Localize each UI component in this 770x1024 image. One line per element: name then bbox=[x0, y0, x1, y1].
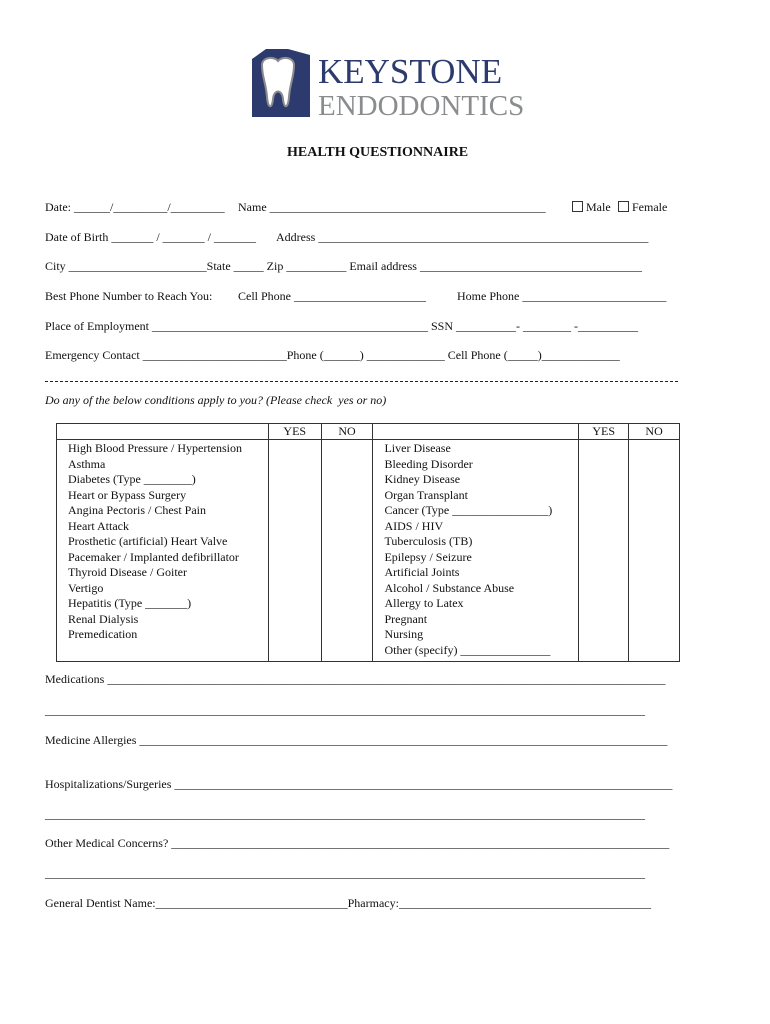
other-concerns-field[interactable]: Other Medical Concerns? ___________________________________________________________________________________ bbox=[45, 836, 670, 850]
best-phone-label: Best Phone Number to Reach You: bbox=[45, 289, 213, 303]
home-phone-field[interactable]: Home Phone ________________________ bbox=[457, 289, 667, 303]
condition-item: Angina Pectoris / Chest Pain bbox=[68, 503, 206, 517]
dob-field[interactable]: Date of Birth _______ / _______ / _______ bbox=[45, 230, 256, 244]
condition-item: AIDS / HIV bbox=[384, 518, 444, 533]
condition-item: Allergy to Latex bbox=[384, 596, 464, 610]
condition-item: Pregnant bbox=[384, 611, 428, 626]
condition-item: Renal Dialysis bbox=[68, 611, 139, 626]
condition-item: Tuberculosis (TB) bbox=[384, 534, 473, 548]
condition-item: Organ Transplant bbox=[384, 487, 468, 502]
other-concerns-extra-line[interactable]: ____________________________________________________________________________________________________ bbox=[45, 866, 645, 880]
condition-item: Artificial Joints bbox=[384, 565, 460, 579]
dentist-pharmacy-field[interactable]: General Dentist Name:________________________________Pharmacy:__________________________________________ bbox=[45, 896, 651, 910]
condition-item: Other (specify) _______________ bbox=[384, 642, 551, 657]
condition-item: Cancer (Type ________________) bbox=[384, 503, 553, 517]
yes-header: YES bbox=[268, 424, 321, 440]
medications-extra-line[interactable]: ____________________________________________________________________________________________________ bbox=[45, 703, 645, 717]
female-label: Female bbox=[632, 200, 668, 214]
male-checkbox[interactable] bbox=[572, 200, 611, 214]
condition-item: Epilepsy / Seizure bbox=[384, 549, 472, 564]
condition-item: Premedication bbox=[68, 627, 138, 641]
checkbox-icon bbox=[618, 201, 629, 212]
right-no-checkbox-column[interactable] bbox=[629, 440, 680, 662]
condition-item: Pacemaker / Implanted defibrillator bbox=[68, 549, 239, 564]
yes-header: YES bbox=[579, 424, 629, 440]
condition-item: Vertigo bbox=[68, 580, 104, 595]
condition-item: Heart Attack bbox=[68, 518, 129, 533]
condition-item: Thyroid Disease / Goiter bbox=[68, 565, 187, 579]
condition-item: Bleeding Disorder bbox=[384, 456, 473, 471]
condition-item: Diabetes (Type ________) bbox=[68, 472, 196, 486]
employment-ssn-field[interactable]: Place of Employment ______________________________________________ SSN __________- ________ -__________ bbox=[45, 319, 638, 333]
left-no-checkbox-column[interactable] bbox=[321, 440, 373, 662]
form-title: HEALTH QUESTIONNAIRE bbox=[287, 145, 469, 160]
table-header-blank bbox=[373, 424, 579, 440]
table-header-blank bbox=[57, 424, 269, 440]
city-state-zip-email-field[interactable]: City _______________________State _____ Zip __________ Email address _____________________________________ bbox=[45, 259, 642, 273]
female-checkbox[interactable] bbox=[618, 200, 667, 214]
left-yes-checkbox-column[interactable] bbox=[268, 440, 321, 662]
right-yes-checkbox-column[interactable] bbox=[579, 440, 629, 662]
left-conditions-list bbox=[57, 440, 269, 662]
conditions-table bbox=[56, 423, 680, 662]
condition-item: Alcohol / Substance Abuse bbox=[384, 580, 515, 595]
condition-item: Asthma bbox=[68, 456, 106, 471]
date-field[interactable]: Date: ______/_________/_________ bbox=[45, 200, 225, 214]
checkbox-icon bbox=[572, 201, 583, 212]
no-header: NO bbox=[629, 424, 680, 440]
hospitalizations-field[interactable]: Hospitalizations/Surgeries ___________________________________________________________________________________ bbox=[45, 777, 673, 791]
no-header: NO bbox=[321, 424, 373, 440]
medicine-allergies-field[interactable]: Medicine Allergies ________________________________________________________________________________________ bbox=[45, 733, 668, 747]
condition-item: Kidney Disease bbox=[384, 472, 461, 486]
brand-name-line1: KEYSTONE bbox=[318, 52, 503, 91]
condition-item: Heart or Bypass Surgery bbox=[68, 487, 187, 502]
hospitalizations-extra-line[interactable]: ____________________________________________________________________________________________________ bbox=[45, 807, 645, 821]
keystone-logo bbox=[248, 47, 538, 123]
emergency-contact-field[interactable]: Emergency Contact ________________________Phone (______) _____________ Cell Phone (_____)_____________ bbox=[45, 348, 620, 362]
male-label: Male bbox=[586, 200, 611, 214]
right-conditions-list bbox=[373, 440, 579, 662]
condition-item: Nursing bbox=[384, 627, 424, 641]
condition-item: Hepatitis (Type _______) bbox=[68, 596, 192, 610]
condition-item: Liver Disease bbox=[384, 441, 451, 455]
medications-field[interactable]: Medications _____________________________________________________________________________________________ bbox=[45, 672, 666, 686]
name-field[interactable]: Name ______________________________________________ bbox=[238, 200, 546, 214]
cell-phone-field[interactable]: Cell Phone ______________________ bbox=[238, 289, 426, 303]
condition-item: High Blood Pressure / Hypertension bbox=[68, 441, 242, 455]
conditions-prompt: Do any of the below conditions apply to you? (Please check yes or no) bbox=[45, 393, 387, 407]
brand-name-line2: ENDODONTICS bbox=[318, 90, 525, 122]
condition-item: Prosthetic (artificial) Heart Valve bbox=[68, 534, 228, 548]
divider bbox=[45, 381, 678, 382]
address-field[interactable]: Address _______________________________________________________ bbox=[276, 230, 649, 244]
